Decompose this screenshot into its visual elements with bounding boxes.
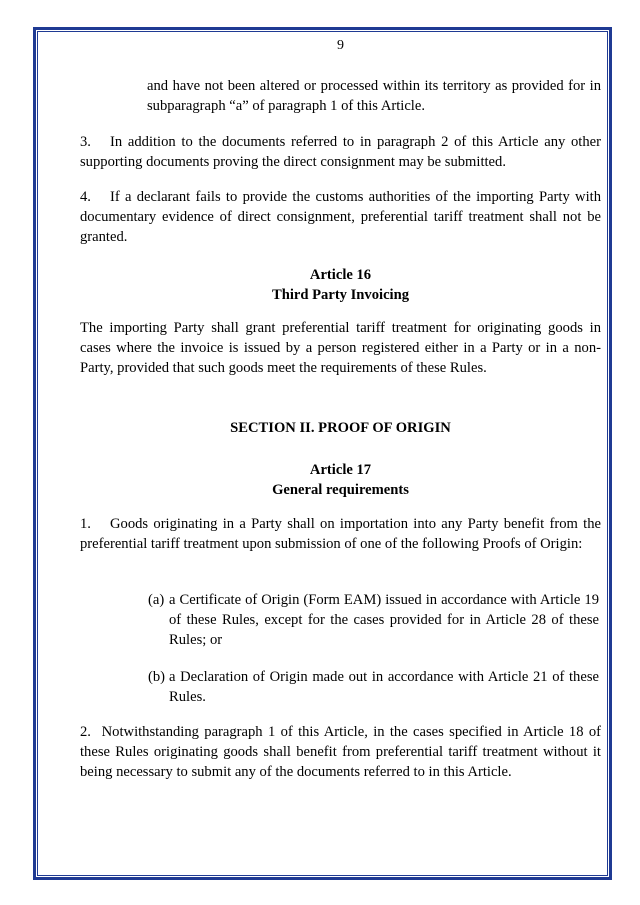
list-item-a-label: (a) — [148, 592, 165, 608]
list-item-b — [148, 667, 601, 707]
article-17-paragraph-1-number: 1. — [80, 516, 91, 532]
list-item-a-text: a Certificate of Origin (Form EAM) issued in accordance with Article 19 of these Rules, except for the cases provided for in Article 28 of these Rules; or — [169, 592, 599, 648]
article-16-heading: Article 16 — [309, 267, 372, 283]
list-item-b-label: (b) — [148, 669, 166, 685]
article-17-paragraph-2 — [80, 722, 601, 782]
paragraph-4-text: If a declarant fails to provide the customs authorities of the importing Party with documentary evidence of direct consignment, preferential tariff treatment shall not be granted. — [80, 189, 601, 245]
article-17-paragraph-2-text: Notwithstanding paragraph 1 of this Article, in the cases specified in Article 18 of these Rules originating goods shall benefit from preferential tariff treatment without it being necessary to submit any of the documents referred to in this Article. — [80, 724, 602, 780]
article-16-text: The importing Party shall grant preferential tariff treatment for originating goods in cases where the invoice is issued by a person registered either in a Party or in a non-Party, provided that such goods meet the requirements of these Rules. — [80, 320, 601, 376]
paragraph-3-number: 3. — [80, 134, 91, 150]
paragraph-3 — [80, 132, 601, 172]
paragraph-4-number: 4. — [80, 189, 91, 205]
paragraph-4 — [80, 187, 601, 247]
article-17-paragraph-1-text: Goods originating in a Party shall on importation into any Party benefit from the preferential tariff treatment upon submission of one of the following Proofs of Origin: — [80, 516, 601, 552]
list-item-a — [148, 590, 601, 650]
article-17-heading: Article 17 — [309, 462, 372, 478]
article-17-title: General requirements — [272, 482, 409, 498]
article-17-paragraph-2-number: 2. — [80, 724, 91, 740]
article-16-title: Third Party Invoicing — [271, 287, 410, 303]
continuation-paragraph: and have not been altered or processed within its territory as provided for in subparagraph “a” of paragraph 1 of this Article. — [147, 78, 601, 114]
page-number: 9 — [337, 38, 344, 53]
paragraph-3-text: In addition to the documents referred to in paragraph 2 of this Article any other supporting documents proving the direct consignment may be submitted. — [80, 134, 601, 170]
section-heading: SECTION II. PROOF OF ORIGIN — [230, 420, 451, 436]
list-item-b-text: a Declaration of Origin made out in accordance with Article 21 of these Rules. — [169, 669, 599, 705]
article-17-paragraph-1 — [80, 514, 601, 554]
